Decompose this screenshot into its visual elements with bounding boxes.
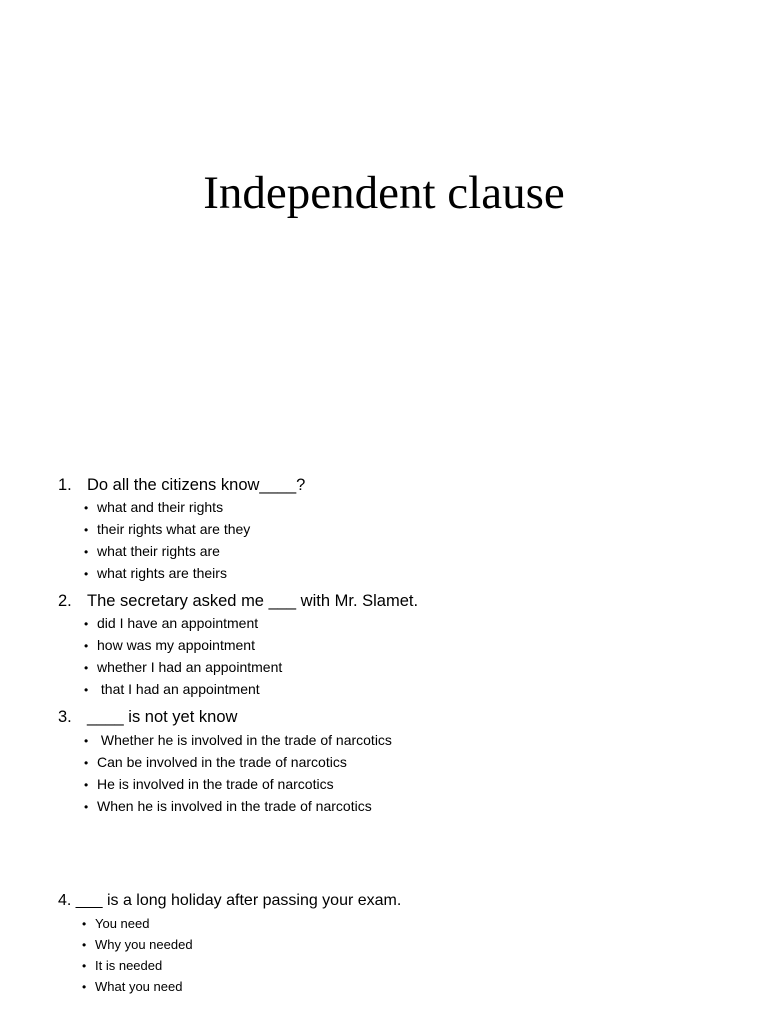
option-item: • their rights what are they — [84, 518, 250, 540]
question-4 — [58, 890, 401, 912]
question-number: 4. — [58, 892, 72, 909]
option-item: • When he is involved in the trade of narcotics — [84, 795, 392, 817]
option-item: • that I had an appointment — [84, 678, 282, 700]
question-text: ___ is a long holiday after passing your exam. — [75, 892, 402, 909]
option-item: • Whether he is involved in the trade of narcotics — [84, 729, 392, 751]
option-item: • did I have an appointment — [84, 612, 282, 634]
question-1 — [58, 474, 305, 496]
option-item: • What you need — [82, 976, 193, 997]
question-3-options — [84, 729, 392, 817]
option-item: • what rights are theirs — [84, 562, 250, 584]
option-item: • He is involved in the trade of narcotics — [84, 773, 392, 795]
option-item: • Can be involved in the trade of narcotics — [84, 751, 392, 773]
option-item: • whether I had an appointment — [84, 656, 282, 678]
slide-title: Independent clause — [203, 167, 565, 219]
question-text: The secretary asked me ___ with Mr. Slamet. — [87, 592, 419, 610]
option-item: • what their rights are — [84, 540, 250, 562]
question-3 — [58, 706, 237, 728]
question-number: 1. — [58, 476, 72, 494]
question-1-options — [84, 496, 250, 584]
option-item: • what and their rights — [84, 496, 250, 518]
option-item: • You need — [82, 913, 193, 934]
question-2 — [58, 590, 418, 612]
option-item: • It is needed — [82, 955, 193, 976]
question-2-options — [84, 612, 282, 700]
question-4-options — [82, 913, 193, 997]
question-number: 2. — [58, 592, 72, 610]
question-number: 3. — [58, 708, 72, 726]
question-text: Do all the citizens know____? — [87, 476, 306, 494]
question-text: ____ is not yet know — [87, 708, 238, 726]
option-item: • Why you needed — [82, 934, 193, 955]
option-item: • how was my appointment — [84, 634, 282, 656]
